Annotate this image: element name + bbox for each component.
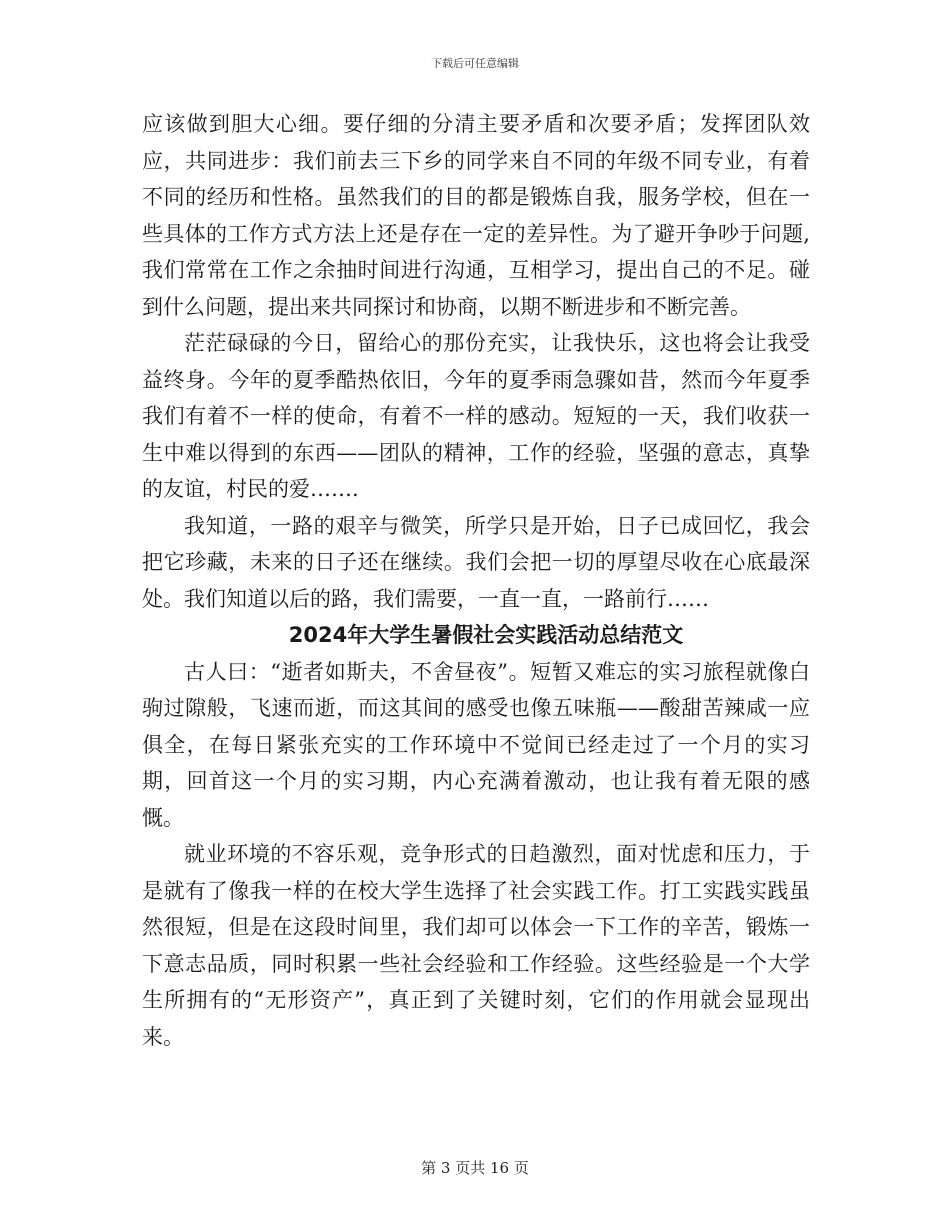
page-header: 下载后可任意编辑 xyxy=(431,57,519,70)
paragraph-1: 应该做到胆大心细。要仔细的分清主要矛盾和次要矛盾；发挥团队效应，共同进步：我们前去三下乡的同学来自不同的年级不同专业，有着不同的经历和性格。虽然我们的目的都是锻炼自我，服务学校，但在一些具体的工作方式方法上还是存在一定的差异性。为了避开争吵于问题,我们常常在工作之余抽时间进行沟通，互相学习，提出自己的不足。碰到什么问题，提出来共同探讨和协商，以期不断进步和不断完善。 xyxy=(142,112,810,319)
paragraph-2: 茫茫碌碌的今日，留给心的那份充实，让我快乐，这也将会让我受益终身。今年的夏季酷热依旧，今年的夏季雨急骤如昔，然而今年夏季我们有着不一样的使命，有着不一样的感动。短短的一天，我们收获一生中难以得到的东西——团队的精神，工作的经验，坚强的意志，真挚的友谊，村民的爱……. xyxy=(142,331,810,501)
page-number: 第 3 页共 16 页 xyxy=(421,1159,529,1177)
paragraph-3: 我知道，一路的艰辛与微笑，所学只是开始，日子已成回忆，我会把它珍藏，未来的日子还在继续。我们会把一切的厚望尽收在心底最深处。我们知道以后的路，我们需要，一直一直，一路前行…… xyxy=(142,513,810,611)
section-title: 2024年大学生暑假社会实践活动总结范文 xyxy=(288,623,684,647)
paragraph-5: 就业环境的不容乐观，竞争形式的日趋激烈，面对忧虑和压力，于是就有了像我一样的在校大学生选择了社会实践工作。打工实践实践虽然很短，但是在这段时间里，我们却可以体会一下工作的辛苦，锻炼一下意志品质，同时积累一些社会经验和工作经验。这些经验是一个大学生所拥有的“无形资产”，真正到了关键时刻，它们的作用就会显现出来。 xyxy=(142,842,810,1049)
document-body xyxy=(142,106,810,1055)
paragraph-4: 古人曰：“逝者如斯夫，不舍昼夜”。短暂又难忘的实习旅程就像白驹过隙般，飞速而逝，而这其间的感受也像五味瓶——酸甜苦辣咸一应俱全，在每日紧张充实的工作环境中不觉间已经走过了一个月的实习期，回首这一个月的实习期，内心充满着激动，也让我有着无限的感慨。 xyxy=(142,659,810,830)
